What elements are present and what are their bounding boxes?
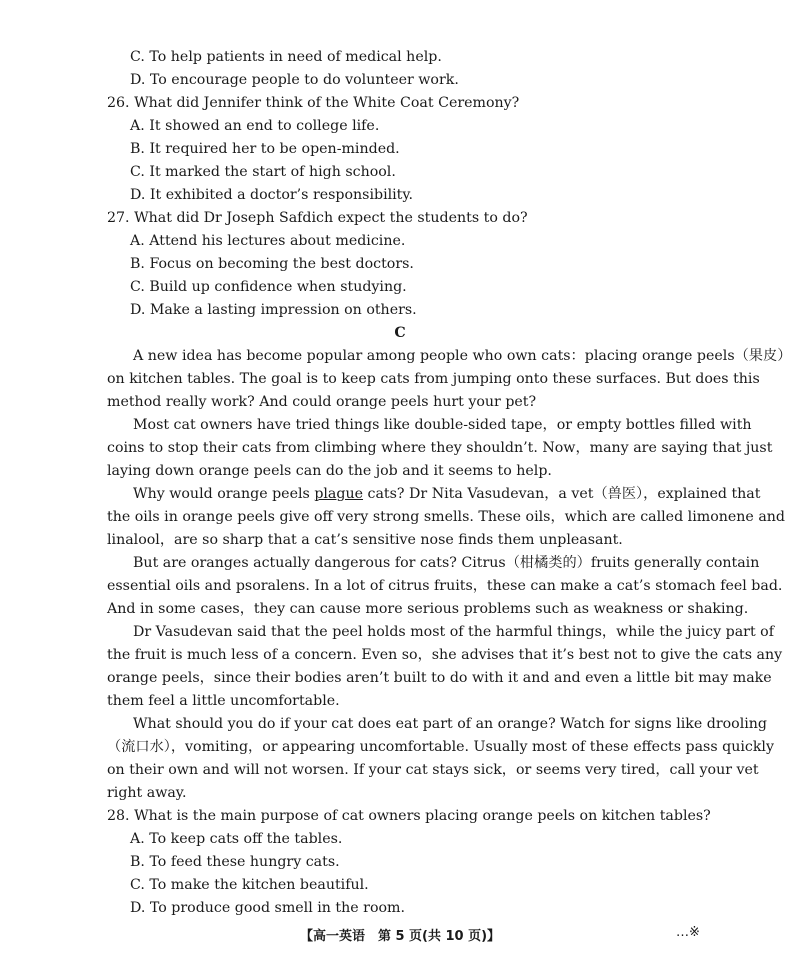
q26-stem: 26. What did Jennifer think of the White Coat Ceremony? — [107, 95, 520, 111]
para2-line3: laying down orange peels can do the job and it seems to help. — [107, 463, 552, 479]
para3-line2: the oils in orange peels give off very strong smells. These oils，which are called limonene and — [107, 509, 785, 525]
para3-line3: linalool，are so sharp that a cat’s sensitive nose finds them unpleasant. — [107, 532, 623, 548]
para4-line3: And in some cases，they can cause more serious problems such as weakness or shaking. — [107, 601, 749, 617]
q26-option-c: C. It marked the start of high school. — [130, 164, 396, 180]
para6-line1: What should you do if your cat does eat part of an orange? Watch for signs like drooling — [133, 716, 768, 732]
para5-line1: Dr Vasudevan said that the peel holds most of the harmful things，while the juicy part of — [133, 624, 774, 640]
para6-line4: right away. — [107, 785, 187, 801]
para6-line3: on their own and will not worsen. If your cat stays sick，or seems very tired，call your vet — [107, 762, 759, 778]
q28-option-b: B. To feed these hungry cats. — [130, 854, 340, 870]
para6-line2: （流口水），vomiting，or appearing uncomfortable. Usually most of these effects pass quickly — [107, 739, 774, 755]
underlined-word-plague: plague — [314, 486, 364, 502]
para5-line3: orange peels，since their bodies aren’t built to do with it and and even a little bit may make — [107, 670, 772, 686]
q27-option-d: D. Make a lasting impression on others. — [130, 302, 417, 318]
q26-option-a: A. It showed an end to college life. — [130, 118, 380, 134]
q28-stem: 28. What is the main purpose of cat owners placing orange peels on kitchen tables? — [107, 808, 711, 824]
q26-option-d: D. It exhibited a doctor’s responsibility. — [130, 187, 414, 203]
q27-option-b: B. Focus on becoming the best doctors. — [130, 256, 414, 272]
para1-line1: A new idea has become popular among people who own cats：placing orange peels（果皮） — [133, 348, 792, 364]
q27-option-c: C. Build up confidence when studying. — [130, 279, 407, 295]
para3-text-before: Why would orange peels — [133, 486, 315, 502]
para1-line3: method really work? And could orange peels hurt your pet? — [107, 394, 537, 410]
para1-line2: on kitchen tables. The goal is to keep cats from jumping onto these surfaces. But does this — [107, 371, 760, 387]
para2-line2: coins to stop their cats from climbing where they shouldn’t. Now，many are saying that just — [107, 440, 773, 456]
para3-text-after: cats? Dr Nita Vasudevan，a vet（兽医），explained that — [363, 486, 761, 502]
q28-option-c: C. To make the kitchen beautiful. — [130, 877, 369, 893]
q26-option-b: B. It required her to be open-minded. — [130, 141, 400, 157]
section-c-heading: C — [394, 325, 406, 341]
q28-option-a: A. To keep cats off the tables. — [130, 831, 343, 847]
q25-option-d: D. To encourage people to do volunteer work. — [130, 72, 459, 88]
para4-line1: But are oranges actually dangerous for cats? Citrus（柑橘类的）fruits generally contain — [133, 555, 760, 571]
para5-line4: them feel a little uncomfortable. — [107, 693, 340, 709]
para2-line1: Most cat owners have tried things like double-sided tape，or empty bottles filled with — [133, 417, 752, 433]
para4-line2: essential oils and psoralens. In a lot of citrus fruits，these can make a cat’s stomach feel bad. — [107, 578, 783, 594]
page-footer: 【高一英语 第 5 页(共 10 页)】 — [299, 929, 501, 944]
q28-option-d: D. To produce good smell in the room. — [130, 900, 406, 916]
para5-line2: the fruit is much less of a concern. Even so，she advises that it’s best not to give the cats any — [107, 647, 783, 663]
q27-stem: 27. What did Dr Joseph Safdich expect the students to do? — [107, 210, 528, 226]
para3-line1 — [133, 484, 761, 504]
footer-mark: …※ — [676, 925, 700, 940]
q27-option-a: A. Attend his lectures about medicine. — [130, 233, 406, 249]
q25-option-c: C. To help patients in need of medical help. — [130, 49, 442, 65]
